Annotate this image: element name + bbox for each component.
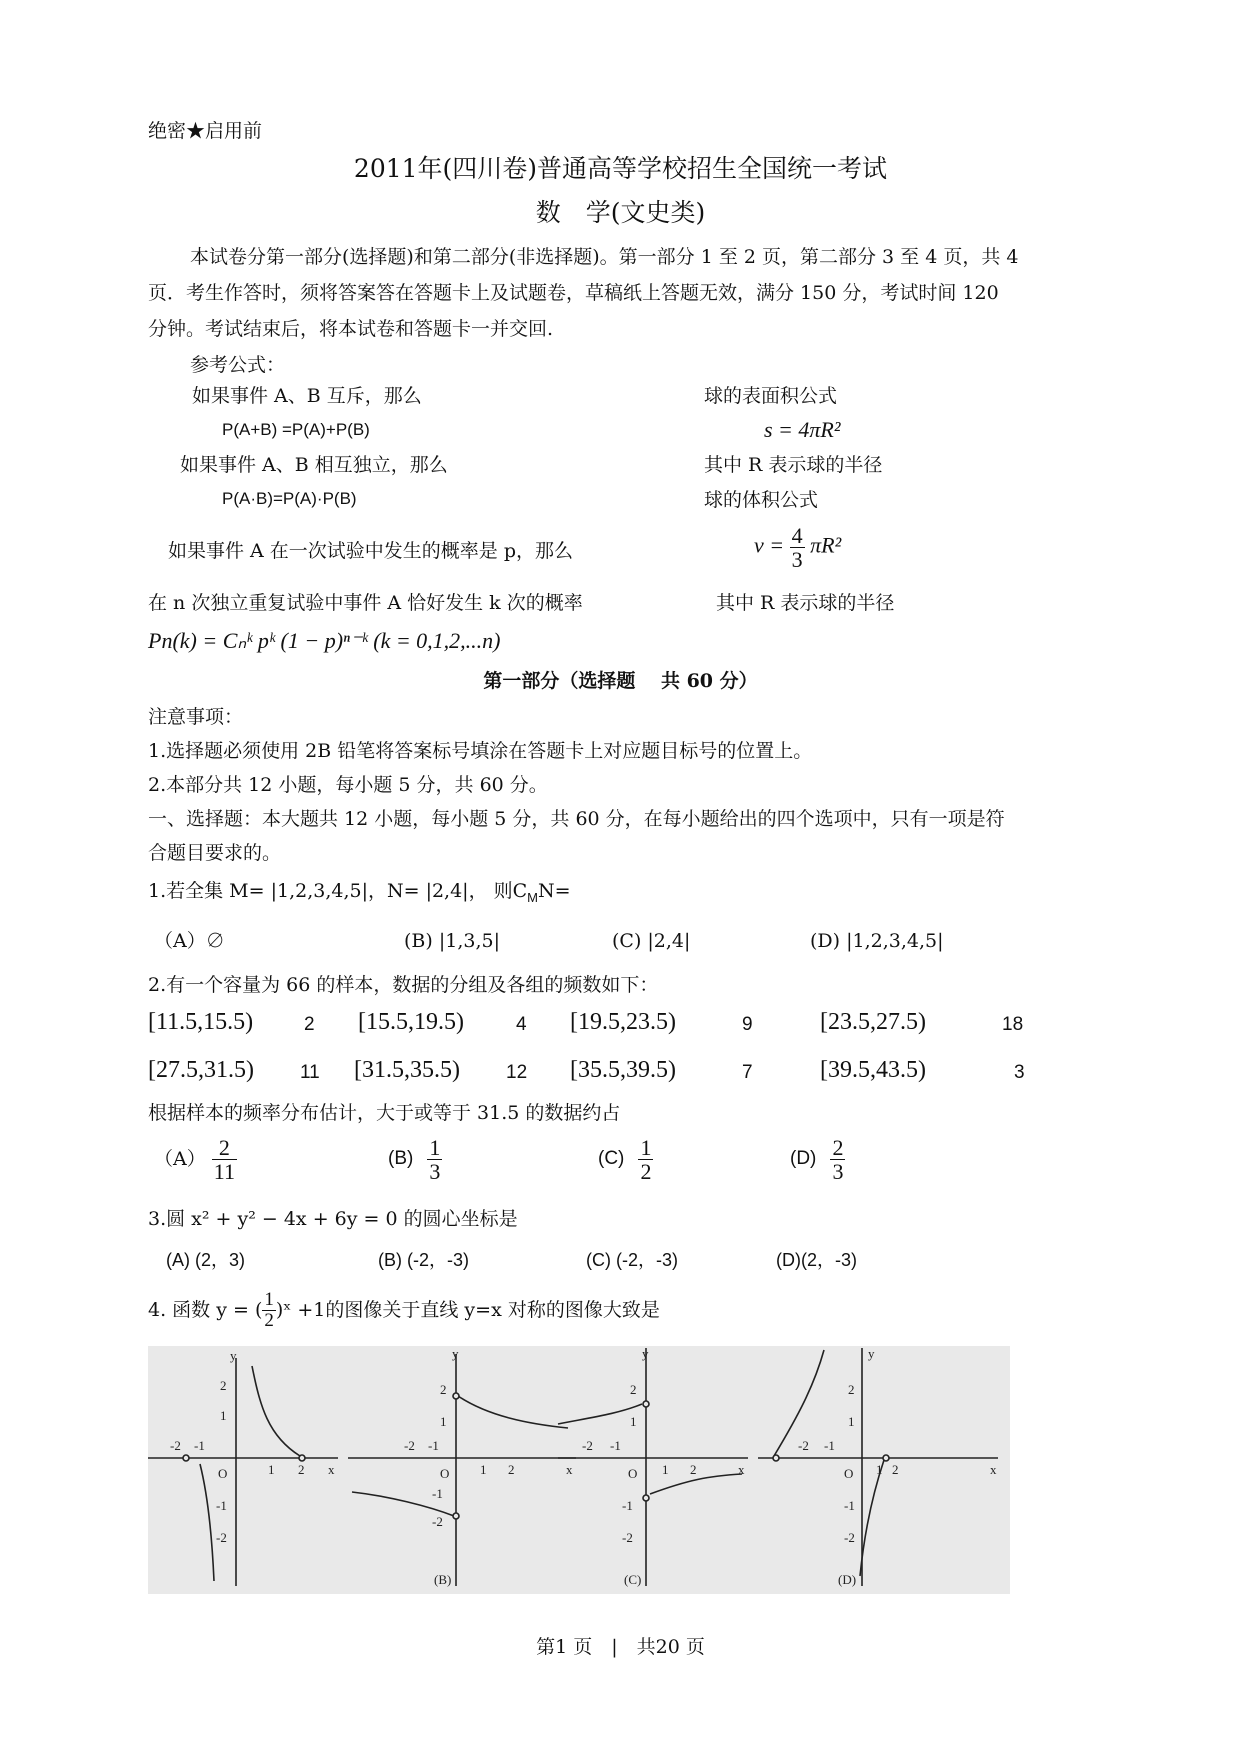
svg-text:-1: -1 <box>824 1438 835 1453</box>
exam-title: 2011年(四川卷)普通高等学校招生全国统一考试 <box>353 154 888 183</box>
radius-note-2: 其中 R 表示球的半径 <box>716 592 895 614</box>
svg-text:1: 1 <box>480 1462 487 1477</box>
sphere-volume-formula: v = $\frac{4}{3}$ πR² <box>754 523 842 573</box>
q2-question: 根据样本的频率分布估计，大于或等于 31.5 的数据约占 <box>148 1102 621 1124</box>
svg-text:1: 1 <box>876 1462 883 1477</box>
svg-text:x: x <box>738 1462 745 1477</box>
q2-interval: [15.5,19.5) <box>358 1009 464 1035</box>
svg-text:y: y <box>452 1346 459 1361</box>
notice-heading: 注意事项： <box>148 706 244 728</box>
notice-2: 2.本部分共 12 小题，每小题 5 分，共 60 分。 <box>148 774 548 796</box>
q3-option-b: (B) (-2，-3) <box>378 1250 469 1270</box>
secret-label: 绝密★启用前 <box>148 120 263 142</box>
svg-text:2: 2 <box>508 1462 515 1477</box>
q1-option-c: (C) |2,4| <box>612 930 691 952</box>
svg-text:-2: -2 <box>622 1530 633 1545</box>
q2-frequency: 12 <box>506 1062 528 1083</box>
q2-interval: [19.5,23.5) <box>570 1009 676 1035</box>
intro-line-2: 页．考生作答时，须将答案答在答题卡上及试题卷，草稿纸上答题无效，满分 150 分，考试时间 120 <box>148 282 999 304</box>
q2-frequency: 2 <box>304 1014 315 1035</box>
svg-text:1: 1 <box>440 1414 447 1429</box>
mutex-formula: P(A+B) =P(A)+P(B) <box>222 420 370 439</box>
part1-heading: 第一部分（选择题 共 60 分） <box>483 670 758 692</box>
q2-option-b: (B) $\frac{1}{3}$ <box>388 1135 441 1185</box>
q2-interval: [23.5,27.5) <box>820 1009 926 1035</box>
intro-line-1: 本试卷分第一部分(选择题)和第二部分(非选择题)。第一部分 1 至 2 页，第二部分 3 至 4 页，共 4 <box>190 246 1019 268</box>
q2-frequency: 7 <box>742 1062 753 1083</box>
svg-text:-2: -2 <box>170 1438 181 1453</box>
svg-text:-2: -2 <box>844 1530 855 1545</box>
svg-text:1: 1 <box>630 1414 637 1429</box>
svg-text:-2: -2 <box>582 1438 593 1453</box>
q2-option-c: (C) $\frac{1}{2}$ <box>598 1135 652 1185</box>
formula-heading: 参考公式： <box>190 354 286 376</box>
q2-option-a: （A） $\frac{2}{11}$ <box>154 1135 235 1185</box>
exam-subject: 数 学(文史类) <box>535 198 706 227</box>
svg-text:1: 1 <box>662 1462 669 1477</box>
svg-text:-1: -1 <box>844 1498 855 1513</box>
svg-text:y: y <box>230 1348 237 1363</box>
radius-note-1: 其中 R 表示球的半径 <box>704 454 883 476</box>
svg-text:-2: -2 <box>432 1514 443 1529</box>
svg-text:x: x <box>328 1462 335 1477</box>
svg-text:y: y <box>642 1346 649 1361</box>
mutex-text: 如果事件 A、B 互斥，那么 <box>192 385 422 407</box>
q2-frequency: 11 <box>300 1062 320 1083</box>
q1-option-d: (D) |1,2,3,4,5| <box>810 930 944 952</box>
q1-option-a: （A）∅ <box>154 930 225 952</box>
q1-stem: 1.若全集 M= |1,2,3,4,5|，N= |2,4|， 则$C_MN=$ <box>148 880 571 905</box>
svg-text:-1: -1 <box>432 1486 443 1501</box>
svg-text:x: x <box>990 1462 997 1477</box>
svg-text:(C): (C) <box>624 1572 642 1587</box>
graph-b <box>348 1354 576 1586</box>
svg-text:2: 2 <box>892 1462 899 1477</box>
svg-text:1: 1 <box>268 1462 275 1477</box>
svg-text:-1: -1 <box>610 1438 621 1453</box>
q3-stem: 3.圆 x² + y² − 4x + 6y = 0 的圆心坐标是 <box>148 1208 518 1230</box>
svg-text:2: 2 <box>298 1462 305 1477</box>
svg-text:-1: -1 <box>216 1498 227 1513</box>
svg-text:(B): (B) <box>434 1572 452 1587</box>
graph-a <box>148 1358 338 1586</box>
svg-text:2: 2 <box>440 1382 447 1397</box>
q3-option-d: (D)(2，-3) <box>776 1250 857 1270</box>
svg-text:1: 1 <box>220 1408 227 1423</box>
svg-text:2: 2 <box>690 1462 697 1477</box>
svg-text:(D): (D) <box>838 1572 857 1587</box>
svg-text:2: 2 <box>220 1378 227 1393</box>
binomial-formula: Pn(k) = Cₙᵏ pᵏ (1 − p)ⁿ⁻ᵏ (k = 0,1,2,...n) <box>148 628 501 653</box>
svg-text:O: O <box>628 1466 638 1481</box>
svg-text:1: 1 <box>848 1414 855 1429</box>
svg-text:-2: -2 <box>798 1438 809 1453</box>
q2-option-d: (D) $\frac{2}{3}$ <box>790 1135 844 1185</box>
q1-option-b: (B) |1,3,5| <box>404 930 500 952</box>
q3-option-a: (A) (2，3) <box>166 1250 246 1270</box>
svg-text:O: O <box>440 1466 450 1481</box>
svg-text:-1: -1 <box>622 1498 633 1513</box>
svg-text:O: O <box>844 1466 854 1481</box>
q2-frequency: 18 <box>1002 1014 1024 1035</box>
notice-1: 1.选择题必须使用 2B 铅笔将答案标号填涂在答题卡上对应题目标号的位置上。 <box>148 740 813 762</box>
indep-text: 如果事件 A、B 相互独立，那么 <box>180 454 448 476</box>
q2-interval: [31.5,35.5) <box>354 1057 460 1083</box>
q2-frequency: 3 <box>1014 1062 1025 1083</box>
sphere-volume-text: 球的体积公式 <box>704 489 819 511</box>
section1-line-2: 合题目要求的。 <box>148 842 282 864</box>
q2-stem: 2.有一个容量为 66 的样本，数据的分组及各组的频数如下： <box>148 974 659 996</box>
repeat-text: 在 n 次独立重复试验中事件 A 恰好发生 k 次的概率 <box>148 592 583 614</box>
graph-c <box>558 1348 748 1586</box>
svg-text:-1: -1 <box>428 1438 439 1453</box>
svg-text:-1: -1 <box>194 1438 205 1453</box>
prob-text: 如果事件 A 在一次试验中发生的概率是 p，那么 <box>168 540 574 562</box>
q4-stem: 4. 函数 y = ( $\frac{1}{2}$ )ˣ +1的图像关于直线 y=x 对称的图像大致是 <box>148 1289 660 1331</box>
svg-text:y: y <box>868 1346 875 1361</box>
q2-interval: [27.5,31.5) <box>148 1057 254 1083</box>
section1-line-1: 一、选择题：本大题共 12 小题，每小题 5 分，共 60 分，在每小题给出的四个选项中，只有一项是符 <box>148 808 1005 830</box>
intro-line-3: 分钟。考试结束后，将本试卷和答题卡一并交回. <box>148 318 554 340</box>
svg-text:2: 2 <box>630 1382 637 1397</box>
svg-text:-2: -2 <box>216 1530 227 1545</box>
indep-formula: P(A·B)=P(A)·P(B) <box>222 489 357 508</box>
svg-text:2: 2 <box>848 1382 855 1397</box>
q3-option-c: (C) (-2，-3) <box>586 1250 678 1270</box>
svg-text:-2: -2 <box>404 1438 415 1453</box>
q2-interval: [35.5,39.5) <box>570 1057 676 1083</box>
svg-text:O: O <box>218 1466 228 1481</box>
sphere-area-text: 球的表面积公式 <box>704 385 838 407</box>
sphere-area-formula: s = 4πR² <box>764 417 841 442</box>
q2-frequency: 4 <box>516 1014 527 1035</box>
q2-interval: [39.5,43.5) <box>820 1057 926 1083</box>
q4-graph-image <box>148 1346 1010 1594</box>
q2-frequency: 9 <box>742 1014 753 1035</box>
page-footer: 第1 页 | 共20 页 <box>536 1636 705 1658</box>
q2-interval: [11.5,15.5) <box>148 1009 254 1035</box>
svg-text:x: x <box>566 1462 573 1477</box>
